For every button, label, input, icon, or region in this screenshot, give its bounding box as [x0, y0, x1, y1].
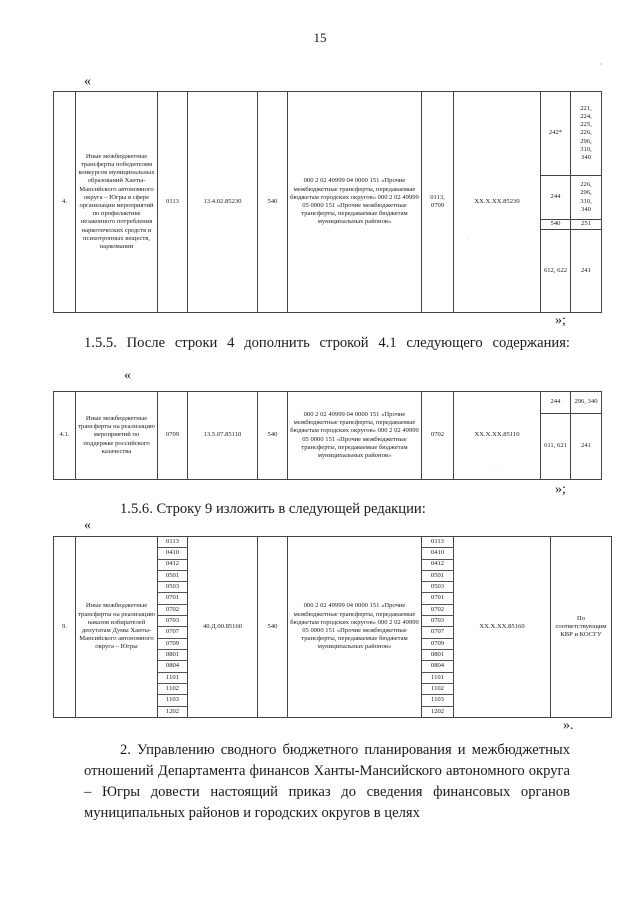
row-9-name: Иные межбюджетные трансферты на реализацию наказов избирателей депутатам Думы Ханты-Мансийского автономного округа – Югры [76, 537, 158, 718]
row-4-1-vr: 540 [258, 392, 288, 480]
row-9-section: 1103 [158, 695, 187, 706]
paragraph-1-5-5: 1.5.5. После строки 4 дополнить строкой 4.1 следующего содержания: [84, 335, 570, 351]
row-9-section-2: 0412 [422, 559, 453, 570]
scan-speck [468, 238, 469, 240]
row-9-section-2: 0701 [422, 593, 453, 604]
row-9-section-2: 0709 [422, 638, 453, 649]
row-4-target: 13.4.02.85230 [188, 92, 258, 313]
row-9-section: 0410 [158, 548, 187, 559]
row-4-code: XX.X.XX.85230 [454, 92, 541, 313]
paragraph-1-5-6: 1.5.6. Строку 9 изложить в следующей редакции: [120, 501, 426, 517]
row-9-section: 0113 [158, 537, 187, 548]
row-9-section-2: 1103 [422, 695, 453, 706]
row-4-kosgu-4: 241 [571, 230, 602, 313]
row-9-section: 0804 [158, 661, 187, 672]
open-quote: « [84, 518, 91, 533]
row-9-code: XX.X.XX.85160 [454, 537, 551, 718]
row-4-1-section: 0709 [158, 392, 188, 480]
row-4-kvr-3: 540 [541, 220, 571, 230]
row-9-section: 0801 [158, 650, 187, 661]
row-9-section-2: 0703 [422, 616, 453, 627]
row-4-table [53, 91, 602, 313]
row-4-section: 0113 [158, 92, 188, 313]
row-4-1-table [53, 391, 602, 480]
row-4-kvr-4: 612, 622 [541, 230, 571, 313]
open-quote: « [124, 368, 131, 383]
row-9-section: 1101 [158, 672, 187, 683]
row-9-section-2: 0113 [422, 537, 453, 548]
row-9-number: 9. [54, 537, 76, 718]
scan-speck [600, 63, 602, 65]
row-9-section-2: 1101 [422, 672, 453, 683]
row-4-1-kosgu-1: 296, 340 [571, 392, 602, 414]
row-4-kosgu-1: 221, 224, 225, 226, 296, 310, 340 [571, 92, 602, 176]
row-9-kosgu: По соответствующим КВР и КОСГУ [551, 537, 612, 718]
row-4-1-target: 13.5.07.85110 [188, 392, 258, 480]
row-4-kvr-2: 244 [541, 176, 571, 220]
close-quote-3: ». [563, 718, 574, 733]
row-4-number: 4. [54, 92, 76, 313]
close-quote-2: »; [555, 482, 566, 497]
row-9-section-2: 1202 [430, 707, 445, 715]
row-9-revenue: 000 2 02 49999 04 0000 151 «Прочие межбюджетные трансферты, передаваемые бюджетам городских округов» 000 2 02 49999 05 0000 151 «Прочие межбюджетные трансферты, передаваемые бюджетам муниципальных районов» [288, 537, 422, 718]
row-9-section: 1102 [158, 683, 187, 694]
row-9-table [53, 536, 612, 718]
open-quote: « [84, 74, 91, 89]
row-4-revenue: 000 2 02 49999 04 0000 151 «Прочие межбюджетные трансферты, передаваемые бюджетам городских округов» 000 2 02 49999 05 0000 151 «Прочие межбюджетные трансферты, передаваемые бюджетам муниципальных районов» [288, 92, 422, 313]
row-9-section-2: 0804 [422, 661, 453, 672]
row-9-section-2: 0707 [422, 627, 453, 638]
scan-speck [495, 466, 497, 467]
row-9-section-2: 0801 [422, 650, 453, 661]
row-9-section: 0412 [158, 559, 187, 570]
row-4-1-section-2: 0702 [422, 392, 454, 480]
row-9-sections-2 [422, 537, 454, 718]
row-4-1-number: 4.1. [54, 392, 76, 480]
row-9-section: 0503 [158, 582, 187, 593]
row-9-section: 0702 [158, 604, 187, 615]
close-quote-1: »; [555, 313, 566, 328]
row-4-1-code: XX.X.XX.85110 [454, 392, 541, 480]
row-9-section: 0703 [158, 616, 187, 627]
page-number: 15 [313, 30, 327, 45]
row-4-kosgu-2: 226, 296, 310, 340 [571, 176, 602, 220]
row-4-vr: 540 [258, 92, 288, 313]
row-4-1-kvr-2: 611, 621 [541, 414, 571, 480]
row-9-section-2: 0702 [422, 604, 453, 615]
row-9-target: 40.Д.00.85160 [188, 537, 258, 718]
row-4-name: Иные межбюджетные трансферты победителям конкурсов муниципальных образований Ханты-Мансийского автономного округа – Югры в сфере организации мероприятий по профилактике незаконного потребления наркотических средств и психотропных веществ, наркомании [76, 92, 158, 313]
paragraph-2: 2. Управлению сводного бюджетного планирования и межбюджетных отношений Департамента финансов Ханты-Мансийского автономного округа – Югры довести настоящий приказ до сведения финансовых органов муниципальных районов и городских округов в целях [84, 742, 570, 821]
row-9-section-2: 0503 [422, 582, 453, 593]
row-4-1-revenue: 000 2 02 49999 04 0000 151 «Прочие межбюджетные трансферты, передаваемые бюджетам городских округов» 000 2 02 49999 05 0000 151 «Прочие межбюджетные трансферты, передаваемые бюджетам муниципальных районов» [288, 392, 422, 480]
row-4-1-kosgu-2: 241 [571, 414, 602, 480]
row-9-section-2: 1102 [422, 683, 453, 694]
row-9-section: 0701 [158, 593, 187, 604]
row-9-sections [158, 537, 188, 718]
row-9-section-2: 0501 [422, 570, 453, 581]
row-4-sections: 0113, 0709 [422, 92, 454, 313]
row-4-1-kvr-1: 244 [541, 392, 571, 414]
row-9-section: 0709 [158, 638, 187, 649]
row-9-section: 0707 [158, 627, 187, 638]
row-4-1-name: Иные межбюджетные трансферты на реализацию мероприятий по поддержке российского казачества [76, 392, 158, 480]
row-4-kvr-1: 242* [541, 92, 571, 176]
row-9-section: 0501 [158, 570, 187, 581]
row-9-vr: 540 [258, 537, 288, 718]
row-9-section-2: 0410 [422, 548, 453, 559]
row-4-kosgu-3: 251 [571, 220, 602, 230]
row-9-section: 1202 [165, 707, 180, 715]
